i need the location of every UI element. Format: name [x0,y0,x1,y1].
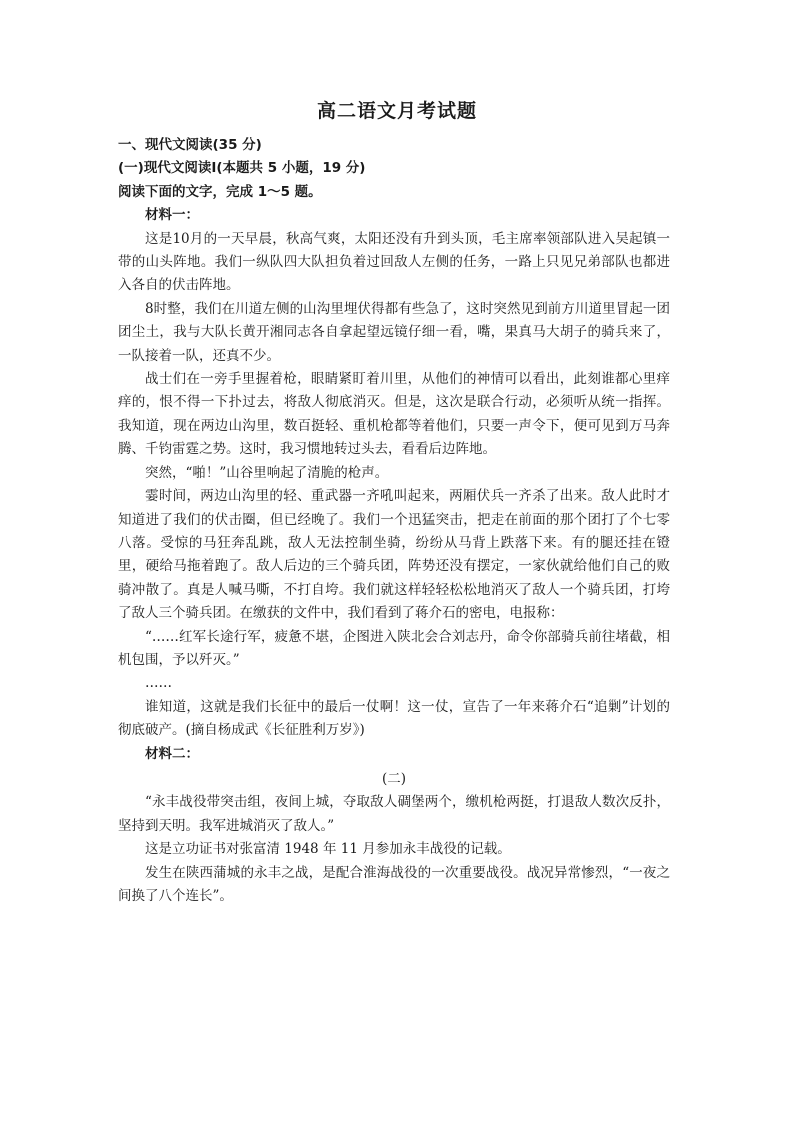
ellipsis-line: …… [145,675,172,692]
material2-paragraph-3: 发生在陕西蒲城的永丰之战，是配合淮海战役的一次重要战役。战况异常惨烈，“一夜之间换了八个连长”。 [118,864,670,904]
document-body [118,134,670,908]
material1-paragraph-1: 这是10月的一天早晨，秋高气爽，太阳还没有升到头顶，毛主席率领部队进入吴起镇一带的山头阵地。我们一纵队四大队担负着过回敌人左侧的任务，一路上只见兄弟部队也都进入各自的伏击阵地。 [118,230,670,294]
material1-paragraph-4: 突然，“啪！”山谷里响起了清脆的枪声。 [145,464,389,481]
material1-paragraph-3: 战士们在一旁手里握着枪，眼睛紧盯着川里，从他们的神情可以看出，此刻谁都心里痒痒的，恨不得一下扑过去，将敌人彻底消灭。但是，这次是联合行动，必须听从统一指挥。我知道，现在两边山沟里，数百挺轻、重机枪都等着他们，只要一声令下，便可见到万马奔腾、千钧雷霆之势。这时，我习惯地转过头去，看看后边阵地。 [118,371,670,458]
page-title: 高二语文月考试题 [316,100,477,122]
subsection-heading: (一)现代文阅读Ⅰ(本题共 5 小题，19 分) [118,160,366,177]
material1-paragraph-7: 谁知道，这就是我们长征中的最后一仗啊！这一仗，宣告了一年来蒋介石“追剿”计划的彻底破产。(摘自杨成武《长征胜利万岁》) [118,698,670,739]
material2-label: 材料二： [145,745,199,762]
material2-paragraph-2: 这是立功证书对张富清 1948 年 11 月参加永丰战役的记载。 [145,841,511,858]
material2-subheading: (二) [381,770,407,787]
material1-paragraph-5: 霎时间，两边山沟里的轻、重武器一齐吼叫起来，两厢伏兵一齐杀了出来。敌人此时才知道进了我们的伏击圈，但已经晚了。我们一个迅猛突击，把走在前面的那个团打了个七零八落。受惊的马狂奔乱跳，敌人无法控制坐骑，纷纷从马背上跌落下来。有的腿还挂在镫里，硬给马拖着跑了。敌人后边的三个骑兵团，阵势还没有摆定，一家伙就给他们自己的败骑冲散了。真是人喊马嘶，不打自垮。我们就这样轻轻松松地消灭了敌人一个骑兵团，打垮了敌人三个骑兵团。在缴获的文件中，我们看到了蒋介石的密电，电报称： [118,488,670,622]
material1-label: 材料一： [145,207,199,224]
section-heading: 一、现代文阅读(35 分) [118,137,262,153]
material2-paragraph-1: “永丰战役带突击组，夜间上城，夺取敌人碉堡两个，缴机枪两挺，打退敌人数次反扑，坚持到天明。我军进城消灭了敌人。” [118,794,670,834]
instruction-text: 阅读下面的文字，完成 1～5 题。 [118,183,322,200]
material1-paragraph-2: 8时整，我们在川道左侧的山沟里埋伏得都有些急了，这时突然见到前方川道里冒起一团团尘土，我与大队长黄开湘同志各自拿起望远镜仔细一看，嘴，果真马大胡子的骑兵来了，一队接着一队，还真不少。 [118,300,670,364]
telegram-quote: “……红军长途行军，疲惫不堪，企图进入陕北会合刘志丹，命令你部骑兵前往堵截，相机包围，予以歼灭。” [118,628,670,668]
